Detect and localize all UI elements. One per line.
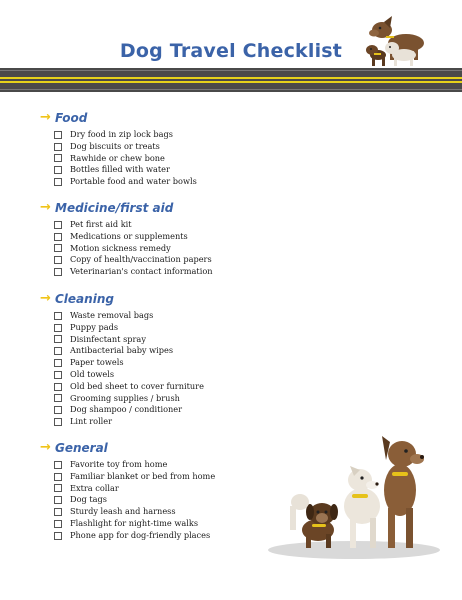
checkbox[interactable] [54,383,62,391]
arrow-icon: → [40,200,51,215]
road-banner [0,68,462,92]
dogs-illustration [262,432,442,560]
checklist-item: Puppy pads [54,322,204,334]
checklist-item: Grooming supplies / brush [54,393,204,405]
checklist-item: Dog shampoo / conditioner [54,404,204,416]
checkbox[interactable] [54,347,62,355]
checklist-item: Favorite toy from home [54,459,215,471]
checkbox[interactable] [54,496,62,504]
checklist-item: Sturdy leash and harness [54,506,215,518]
section-title: Food [55,111,88,125]
checkbox[interactable] [54,335,62,343]
checkbox[interactable] [54,244,62,252]
checklist-item: Copy of health/vaccination papers [54,254,213,266]
checklist-item: Portable food and water bowls [54,176,197,188]
checklist-item: Flashlight for night-time walks [54,518,215,530]
page-title: Dog Travel Checklist [119,40,343,62]
checkbox[interactable] [54,166,62,174]
arrow-icon: → [40,291,51,306]
section-title: Medicine/first aid [55,201,174,215]
section-title: Cleaning [55,292,114,306]
section-title: General [55,441,108,455]
checkbox[interactable] [54,233,62,241]
checkbox[interactable] [54,508,62,516]
section-cleaning [40,291,204,428]
checklist-item: Phone app for dog-friendly places [54,530,215,542]
checkbox[interactable] [54,394,62,402]
checkbox[interactable] [54,268,62,276]
checklist-item: Medications or supplements [54,231,213,243]
checkbox[interactable] [54,178,62,186]
section-general [40,440,215,542]
checklist-item: Old bed sheet to cover furniture [54,381,204,393]
checkbox[interactable] [54,371,62,379]
checkbox[interactable] [54,324,62,332]
checklist-item: Motion sickness remedy [54,243,213,255]
checklist-item: Dry food in zip lock bags [54,129,197,141]
arrow-icon: → [40,440,51,455]
checkbox[interactable] [54,461,62,469]
checkbox[interactable] [54,154,62,162]
checklist-item: Dog tags [54,494,215,506]
checklist-item: Bottles filled with water [54,164,197,176]
checklist-item: Waste removal bags [54,310,204,322]
checklist-item: Antibacterial baby wipes [54,345,204,357]
checklist-item: Veterinarian's contact information [54,266,213,278]
section-medicine [40,200,213,278]
checkbox[interactable] [54,143,62,151]
checkbox[interactable] [54,520,62,528]
checklist-item: Lint roller [54,416,204,428]
checklist-item: Extra collar [54,483,215,495]
checkbox[interactable] [54,484,62,492]
checkbox[interactable] [54,256,62,264]
checkbox[interactable] [54,312,62,320]
checkbox[interactable] [54,221,62,229]
checklist-item: Old towels [54,369,204,381]
checkbox[interactable] [54,473,62,481]
checkbox[interactable] [54,406,62,414]
checklist-item: Disinfectant spray [54,334,204,346]
checkbox[interactable] [54,418,62,426]
checklist-item: Dog biscuits or treats [54,141,197,153]
checkbox[interactable] [54,359,62,367]
arrow-icon: → [40,110,51,125]
checklist-item: Pet first aid kit [54,219,213,231]
checklist-item: Familiar blanket or bed from home [54,471,215,483]
checklist-item: Rawhide or chew bone [54,153,197,165]
checkbox[interactable] [54,532,62,540]
checklist-item: Paper towels [54,357,204,369]
section-food [40,110,197,188]
checkbox[interactable] [54,131,62,139]
